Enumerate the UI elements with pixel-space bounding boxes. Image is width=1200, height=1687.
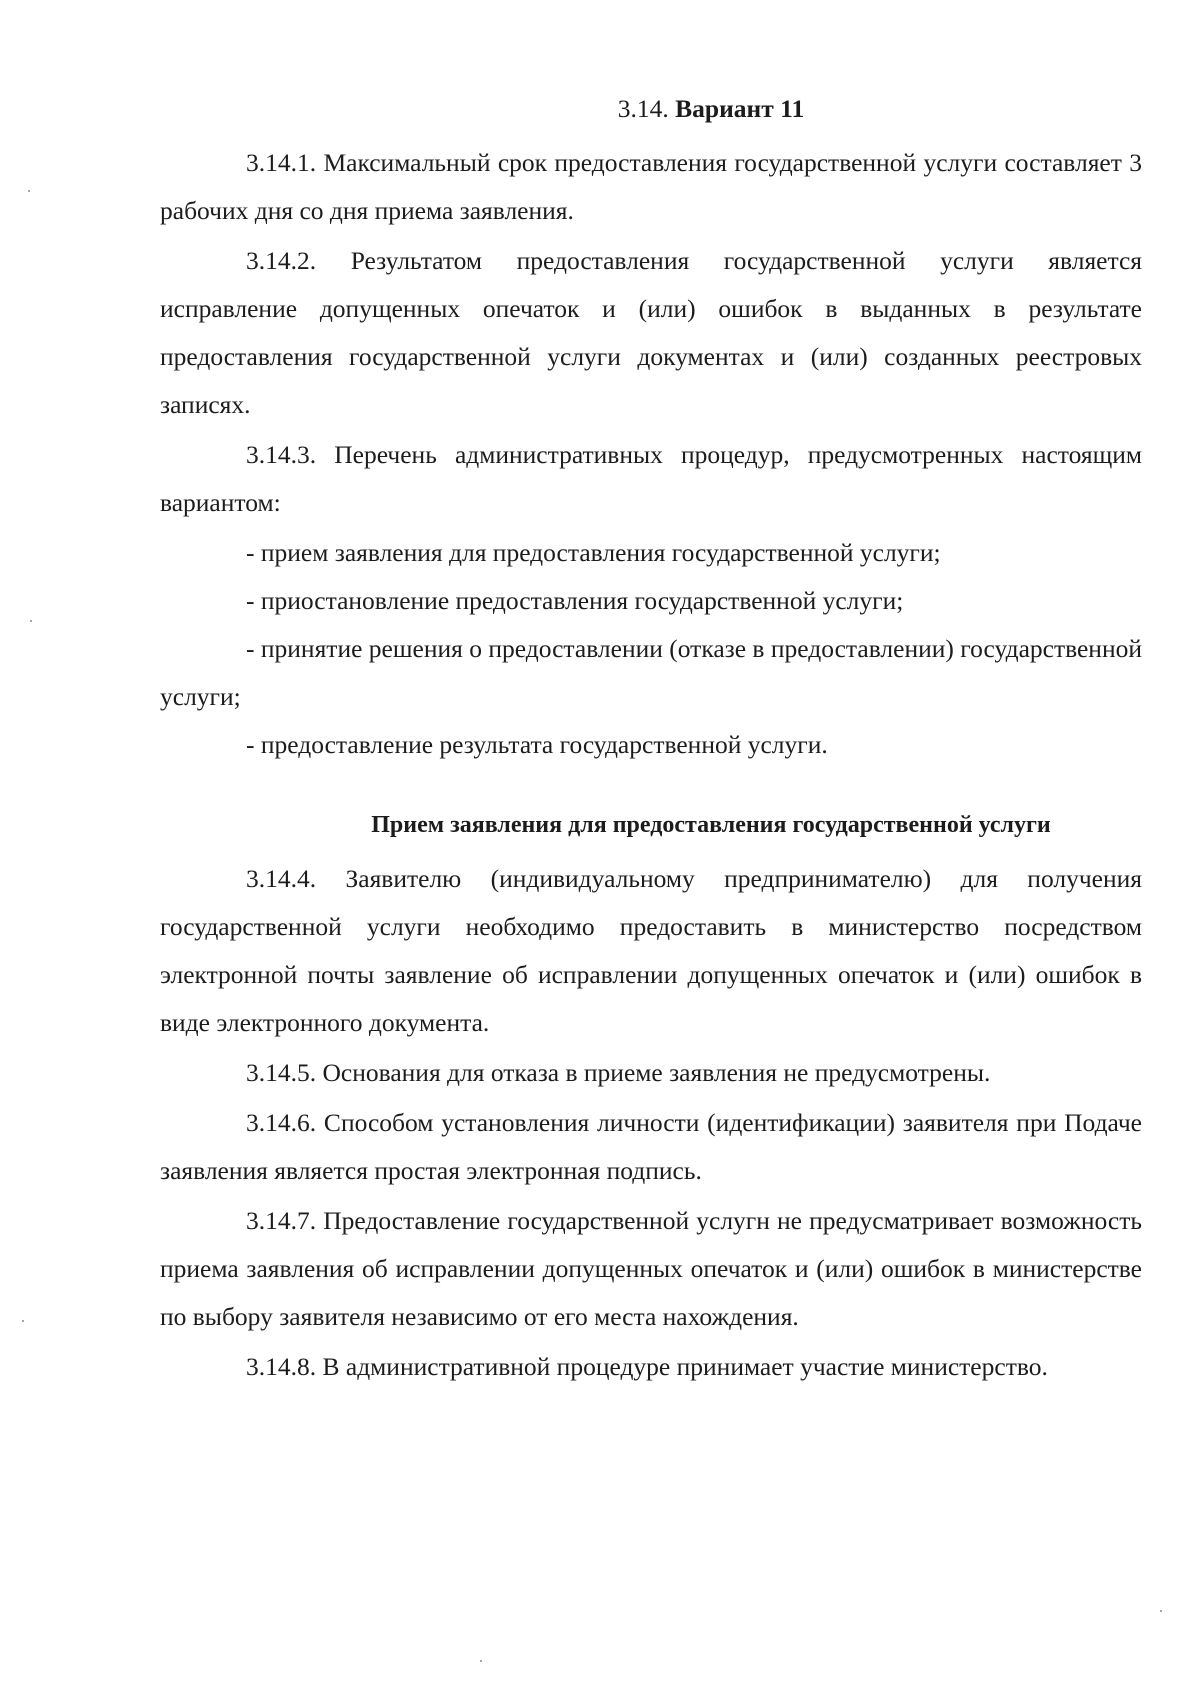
scan-speck: [28, 190, 30, 192]
scan-speck: [1160, 1610, 1162, 1612]
list-item: - предоставление результата государственной услуги.: [246, 730, 828, 759]
scan-speck: [22, 1320, 24, 1322]
document-page: [160, 85, 1142, 1393]
paragraph-3-14-3: 3.14.3. Перечень административных процедур, предусмотренных настоящим вариантом:: [160, 440, 1142, 517]
paragraph-3-14-8: 3.14.8. В административной процедуре принимает участие министерство.: [246, 1352, 1048, 1381]
section-number: 3.14.: [617, 94, 669, 123]
scan-speck: [480, 1660, 482, 1662]
list-item: - принятие решения о предоставлении (отказе в предоставлении) государственной услуги;: [160, 634, 1142, 711]
paragraph-3-14-6: 3.14.6. Способом установления личности (идентификации) заявителя при Подаче заявления является простая электронная подпись.: [160, 1108, 1142, 1185]
paragraph-3-14-4: 3.14.4. Заявителю (индивидуальному предпринимателю) для получения государственной услуги необходимо предоставить в министерство посредством электронной почты заявление об исправлении допущенных опечаток и (или) ошибок в виде электронного документа.: [160, 864, 1142, 1037]
list-item: - приостановление предоставления государственной услуги;: [246, 586, 904, 615]
section-title-text: Вариант 11: [675, 94, 805, 123]
paragraph-3-14-5: 3.14.5. Основания для отказа в приеме заявления не предусмотрены.: [246, 1058, 991, 1087]
section-title: [160, 85, 1142, 133]
paragraph-3-14-2: 3.14.2. Результатом предоставления государственной услуги является исправление допущенных опечаток и (или) ошибок в выданных в результате предоставления государственной услуги документах и (или) созданных реестровых записях.: [160, 246, 1142, 419]
subheading: Прием заявления для предоставления государственной услуги: [371, 812, 1051, 838]
list-item: - прием заявления для предоставления государственной услуги;: [246, 538, 941, 567]
paragraph-3-14-1: 3.14.1. Максимальный срок предоставления государственной услуги составляет 3 рабочих дня со дня приема заявления.: [160, 148, 1142, 225]
scan-speck: [30, 620, 32, 622]
paragraph-3-14-7: 3.14.7. Предоставление государственной услугн не предусматривает возможность приема заявления об исправлении допущенных опечаток и (или) ошибок в министерстве по выбору заявителя независимо от его места нахождения.: [160, 1206, 1142, 1331]
